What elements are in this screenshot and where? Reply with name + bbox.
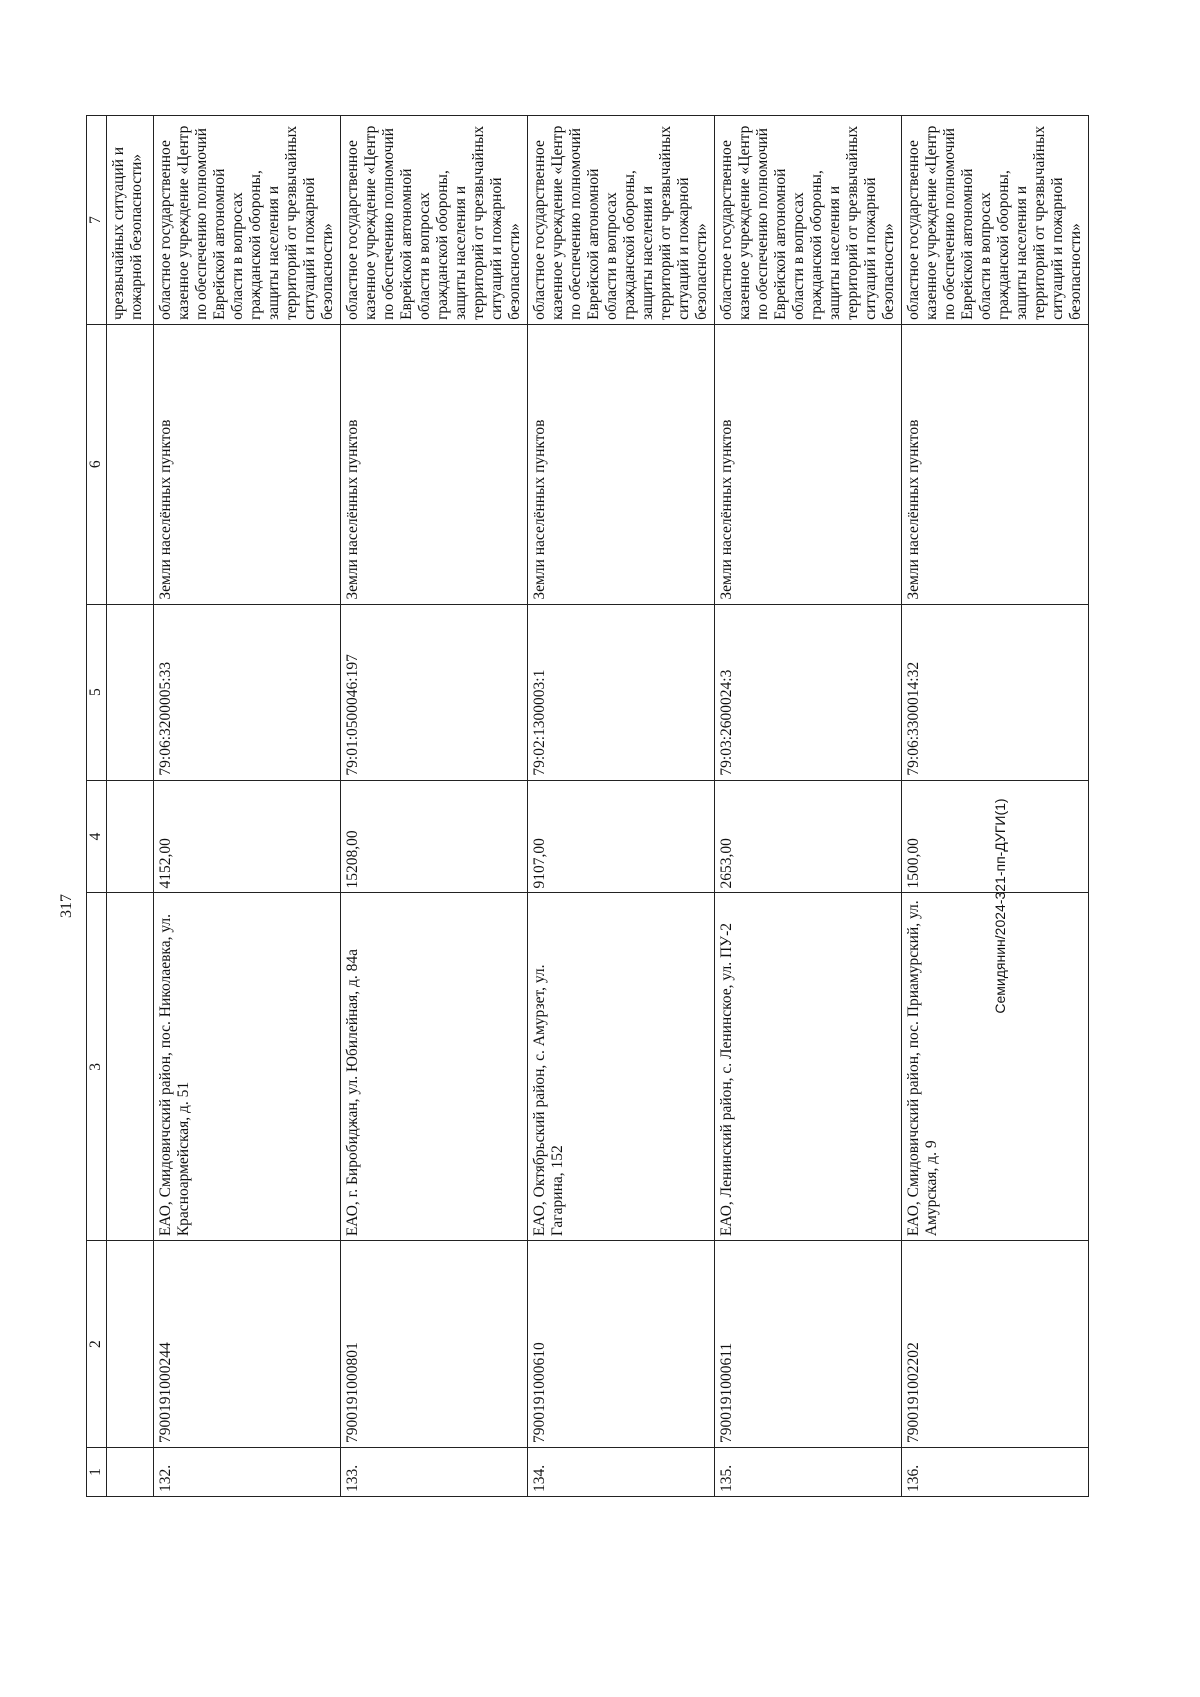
table-row: [154, 116, 341, 1497]
address-cell: ЕАО, Смидовичский район, пос. Николаевка, ул. Красноармейская, д. 51: [154, 893, 341, 1241]
table-row: [715, 116, 902, 1497]
column-header: 5: [87, 604, 107, 780]
cadastral-number: 79:06:3300014:32: [902, 604, 1089, 780]
address-cell: ЕАО, Смидовичский район, пос. Приамурский, ул. Амурская, д. 9: [902, 893, 1089, 1241]
land-category: Земли населённых пунктов: [341, 324, 528, 604]
row-number: 136.: [902, 1448, 1089, 1497]
column-header: 2: [87, 1241, 107, 1448]
holder-cell: областное государственное казенное учреждение «Центр по обеспечению полномочий Еврейской автономной области в вопросах гражданской обороны, защиты населения и территорий от чрезвычайных ситуаций и пожарной безопасности»: [902, 116, 1089, 325]
address-cell: ЕАО, г. Биробиджан, ул. Юбилейная, д. 84а: [341, 893, 528, 1241]
column-header: 4: [87, 780, 107, 893]
column-header: 1: [87, 1448, 107, 1497]
land-category: Земли населённых пунктов: [715, 324, 902, 604]
holder-cell: чрезвычайных ситуаций и пожарной безопасности»: [107, 116, 154, 325]
continuation-row: [107, 116, 154, 1497]
registry-number: 7900191000244: [154, 1241, 341, 1448]
registry-number: 7900191000801: [341, 1241, 528, 1448]
area-cell: 2653,00: [715, 780, 902, 893]
land-category: Земли населённых пунктов: [528, 324, 715, 604]
address-cell: ЕАО, Октябрьский район, с. Амурзет, ул. Гагарина, 152: [528, 893, 715, 1241]
document-code: Семидянин/2024-321-пп-ДУГИ(1): [992, 798, 1008, 1014]
cadastral-number: 79:02:1300003:1: [528, 604, 715, 780]
area-cell: 9107,00: [528, 780, 715, 893]
cadastral-number: 79:06:3200005:33: [154, 604, 341, 780]
holder-cell: областное государственное казенное учреждение «Центр по обеспечению полномочий Еврейской автономной области в вопросах гражданской обороны, защиты населения и территорий от чрезвычайных ситуаций и пожарной безопасности»: [154, 116, 341, 325]
table-cell: [107, 604, 154, 780]
cadastral-number: 79:03:2600024:3: [715, 604, 902, 780]
page-number: 317: [58, 894, 75, 918]
holder-cell: областное государственное казенное учреждение «Центр по обеспечению полномочий Еврейской автономной области в вопросах гражданской обороны, защиты населения и территорий от чрезвычайных ситуаций и пожарной безопасности»: [528, 116, 715, 325]
area-cell: 4152,00: [154, 780, 341, 893]
column-header: 7: [87, 116, 107, 325]
address-cell: ЕАО, Ленинский район, с. Ленинское, ул. ПУ-2: [715, 893, 902, 1241]
property-table: [86, 115, 1089, 1497]
area-cell: 15208,00: [341, 780, 528, 893]
registry-number: 7900191002202: [902, 1241, 1089, 1448]
row-number: 135.: [715, 1448, 902, 1497]
holder-cell: областное государственное казенное учреждение «Центр по обеспечению полномочий Еврейской автономной области в вопросах гражданской обороны, защиты населения и территорий от чрезвычайных ситуаций и пожарной безопасности»: [341, 116, 528, 325]
registry-number: 7900191000610: [528, 1241, 715, 1448]
table-cell: [107, 1241, 154, 1448]
column-header: 6: [87, 324, 107, 604]
column-number-row: [87, 116, 107, 1497]
column-header: 3: [87, 893, 107, 1241]
table-cell: [107, 1448, 154, 1497]
holder-cell: областное государственное казенное учреждение «Центр по обеспечению полномочий Еврейской автономной области в вопросах гражданской обороны, защиты населения и территорий от чрезвычайных ситуаций и пожарной безопасности»: [715, 116, 902, 325]
table-cell: [107, 780, 154, 893]
land-category: Земли населённых пунктов: [154, 324, 341, 604]
table-cell: [107, 893, 154, 1241]
registry-number: 7900191000611: [715, 1241, 902, 1448]
rotated-page: [0, 115, 1084, 1697]
row-number: 132.: [154, 1448, 341, 1497]
cadastral-number: 79:01:0500046:197: [341, 604, 528, 780]
row-number: 134.: [528, 1448, 715, 1497]
table-cell: [107, 324, 154, 604]
table-row: [528, 116, 715, 1497]
land-category: Земли населённых пунктов: [902, 324, 1089, 604]
row-number: 133.: [341, 1448, 528, 1497]
table-row: [341, 116, 528, 1497]
area-cell: 1500,00: [902, 780, 1089, 893]
